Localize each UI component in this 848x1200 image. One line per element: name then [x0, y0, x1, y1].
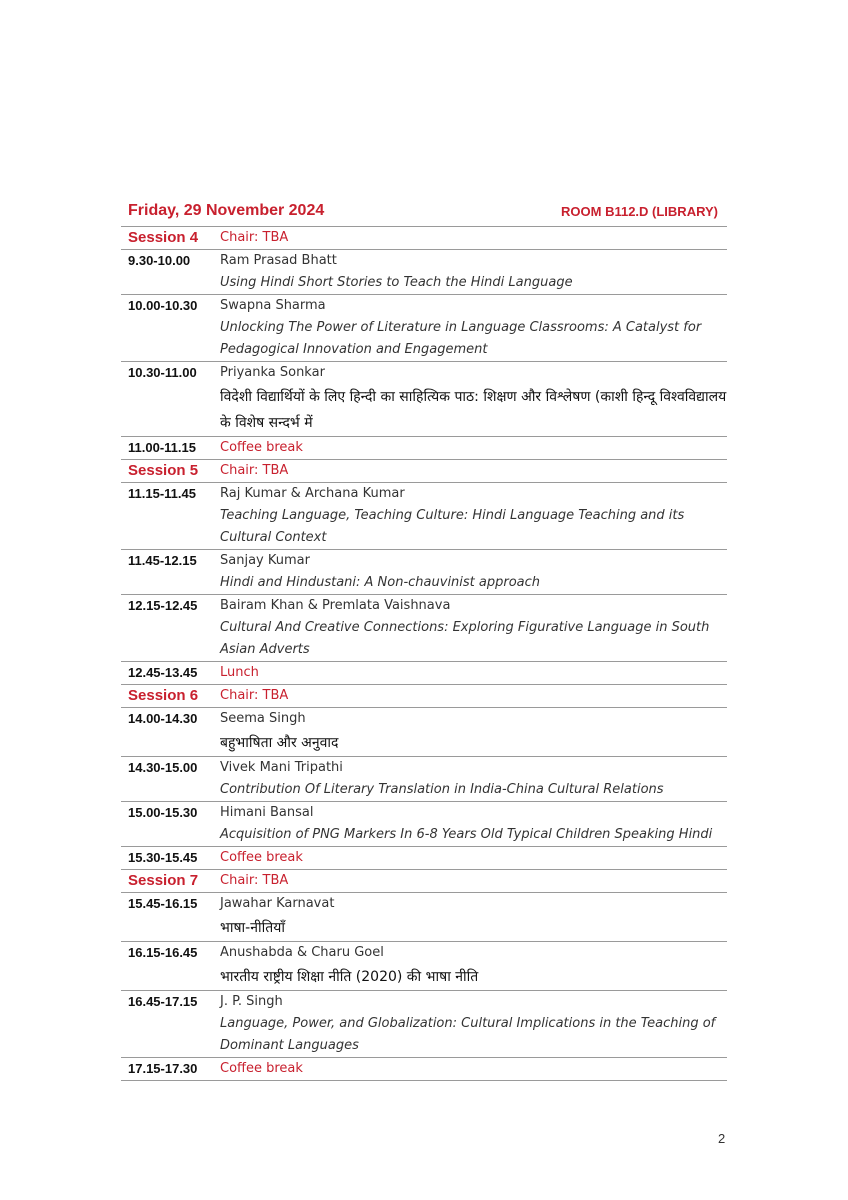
- schedule-table: [121, 226, 727, 1081]
- time-slot: 15.00-15.30: [128, 805, 198, 820]
- session-row: [121, 684, 727, 707]
- talk-details: [220, 942, 727, 990]
- talk-row: [121, 294, 727, 361]
- talk-title: भारतीय राष्ट्रीय शिक्षा नीति (2020) की भाषा नीति: [220, 969, 479, 985]
- break-row: [121, 436, 727, 459]
- time-slot: 11.45-12.15: [128, 553, 197, 568]
- session-chair: Chair: TBA: [220, 688, 289, 703]
- speaker-name: Bairam Khan & Premlata Vaishnava: [220, 598, 451, 613]
- time-slot: 10.00-10.30: [128, 298, 198, 313]
- talk-details: [220, 550, 727, 594]
- speaker-name: Ram Prasad Bhatt: [220, 253, 337, 268]
- talk-details: [220, 250, 727, 294]
- time-slot: 12.15-12.45: [128, 598, 198, 613]
- talk-title: Unlocking The Power of Literature in Language Classrooms: A Catalyst for Pedagogical Innovation and Engagement: [220, 320, 702, 357]
- talk-row: [121, 594, 727, 661]
- speaker-name: Vivek Mani Tripathi: [220, 760, 343, 775]
- talk-details: [220, 757, 727, 801]
- speaker-name: J. P. Singh: [220, 994, 283, 1009]
- speaker-name: Sanjay Kumar: [220, 553, 310, 568]
- talk-title: Contribution Of Literary Translation in India-China Cultural Relations: [220, 782, 664, 797]
- talk-details: [220, 991, 727, 1057]
- talk-details: [220, 362, 727, 436]
- talk-row: [121, 990, 727, 1057]
- session-label: Session 7: [128, 872, 199, 889]
- time-slot: 17.15-17.30: [128, 1061, 198, 1076]
- time-slot: 16.45-17.15: [128, 994, 198, 1009]
- talk-title: Acquisition of PNG Markers In 6-8 Years Old Typical Children Speaking Hindi: [220, 827, 713, 842]
- talk-title: Using Hindi Short Stories to Teach the Hindi Language: [220, 275, 573, 290]
- time-slot: 14.00-14.30: [128, 711, 198, 726]
- talk-details: [220, 893, 727, 941]
- time-slot: 12.45-13.45: [128, 665, 198, 680]
- session-chair: Chair: TBA: [220, 463, 289, 478]
- day-heading: Friday, 29 November 2024: [128, 202, 325, 219]
- break-row: [121, 846, 727, 869]
- talk-title: भाषा-नीतियाँ: [220, 920, 285, 936]
- talk-details: [220, 483, 727, 549]
- talk-row: [121, 361, 727, 436]
- time-slot: 15.30-15.45: [128, 850, 198, 865]
- time-slot: 16.15-16.45: [128, 945, 198, 960]
- session-label: Session 6: [128, 687, 199, 704]
- talk-details: [220, 802, 727, 846]
- talk-row: [121, 801, 727, 846]
- speaker-name: Jawahar Karnavat: [220, 896, 335, 911]
- time-slot: 10.30-11.00: [128, 365, 197, 380]
- talk-row: [121, 707, 727, 756]
- speaker-name: Anushabda & Charu Goel: [220, 945, 384, 960]
- speaker-name: Swapna Sharma: [220, 298, 326, 313]
- session-chair: Chair: TBA: [220, 230, 289, 245]
- talk-details: [220, 708, 727, 756]
- speaker-name: Himani Bansal: [220, 805, 314, 820]
- talk-row: [121, 482, 727, 549]
- break-row: [121, 661, 727, 684]
- time-slot: 14.30-15.00: [128, 760, 198, 775]
- page-number: 2: [718, 1131, 726, 1146]
- talk-row: [121, 941, 727, 990]
- break-label: Lunch: [220, 665, 259, 680]
- break-label: Coffee break: [220, 850, 303, 865]
- time-slot: 11.00-11.15: [128, 440, 196, 455]
- session-chair: Chair: TBA: [220, 873, 289, 888]
- talk-title: Teaching Language, Teaching Culture: Hindi Language Teaching and its Cultural Context: [220, 508, 685, 545]
- break-label: Coffee break: [220, 440, 303, 455]
- time-slot: 15.45-16.15: [128, 896, 198, 911]
- session-row: [121, 869, 727, 892]
- session-label: Session 5: [128, 462, 199, 479]
- talk-row: [121, 892, 727, 941]
- talk-title: Hindi and Hindustani: A Non-chauvinist approach: [220, 575, 541, 590]
- talk-title: Cultural And Creative Connections: Exploring Figurative Language in South Asian Adverts: [220, 620, 710, 657]
- time-slot: 11.15-11.45: [128, 486, 196, 501]
- talk-details: [220, 595, 727, 661]
- session-label: Session 4: [128, 229, 199, 246]
- talk-details: [220, 295, 727, 361]
- speaker-name: Priyanka Sonkar: [220, 365, 325, 380]
- break-row: [121, 1057, 727, 1081]
- talk-row: [121, 756, 727, 801]
- break-label: Coffee break: [220, 1061, 303, 1076]
- talk-title: विदेशी विद्यार्थियों के लिए हिन्दी का साहित्यिक पाठ: शिक्षण और विश्लेषण (काशी हिन्दू विश्वविद्यालय के विशेष सन्दर्भ में: [220, 389, 727, 431]
- schedule-header: [121, 200, 727, 226]
- talk-title: Language, Power, and Globalization: Cultural Implications in the Teaching of Dominant Languages: [220, 1016, 716, 1053]
- session-row: [121, 226, 727, 249]
- talk-title: बहुभाषिता और अनुवाद: [220, 735, 339, 751]
- schedule-page: [121, 200, 727, 1081]
- session-row: [121, 459, 727, 482]
- talk-row: [121, 249, 727, 294]
- room-label: ROOM B112.D (LIBRARY): [561, 204, 718, 219]
- speaker-name: Seema Singh: [220, 711, 306, 726]
- talk-row: [121, 549, 727, 594]
- speaker-name: Raj Kumar & Archana Kumar: [220, 486, 405, 501]
- time-slot: 9.30-10.00: [128, 253, 191, 268]
